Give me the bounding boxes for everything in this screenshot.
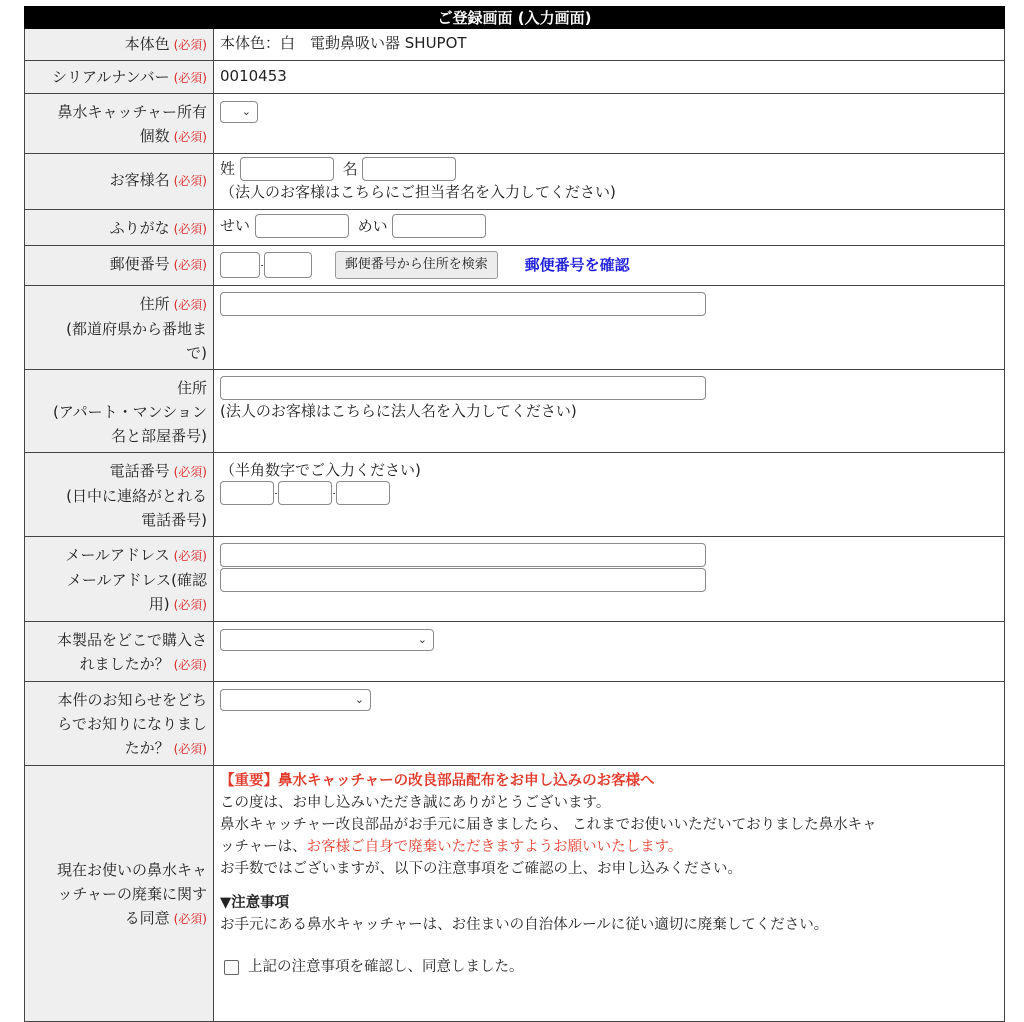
address1-input[interactable] bbox=[220, 292, 706, 316]
serial-value: 0010453 bbox=[214, 61, 1005, 94]
chevron-down-icon: ⌄ bbox=[417, 632, 427, 646]
phone-note: （半角数字でご入力ください) bbox=[220, 461, 421, 479]
form-title: ご登録画面 (入力画面) bbox=[25, 7, 1005, 29]
first-name-input[interactable] bbox=[362, 157, 456, 181]
catcher-count-select[interactable] bbox=[220, 101, 258, 123]
agree-checkbox[interactable] bbox=[224, 960, 239, 975]
serial-label: シリアルナンバー (必須) bbox=[25, 61, 214, 94]
mei-label: 名 bbox=[342, 159, 358, 178]
disposal-paragraph-2: ッチャーは、お客様ご自身で廃棄いただきますようお願いいたします。 bbox=[220, 839, 683, 855]
address2-input[interactable] bbox=[220, 376, 706, 400]
furigana-last-input[interactable] bbox=[255, 214, 349, 238]
furigana-mei-label: めい bbox=[357, 216, 388, 235]
body-color-value: 本体色：白 電動鼻吸い器 SHUPOT bbox=[214, 29, 1005, 61]
disposal-label: 現在お使いの鼻水キャ ッチャーの廃棄に関す る同意 (必須) bbox=[25, 766, 214, 1022]
caution-text: お手元にある鼻水キャッチャーは、お住まいの自治体ルールに従い適切に廃棄してください。 bbox=[220, 917, 829, 933]
phone-last-input[interactable] bbox=[336, 481, 390, 505]
address2-label: 住所 (アパート・マンション 名と部屋番号) bbox=[25, 370, 214, 453]
purchase-select[interactable] bbox=[220, 629, 434, 651]
postal-second-input[interactable] bbox=[264, 252, 312, 278]
postal-label: 郵便番号 (必須) bbox=[25, 246, 214, 286]
furigana-first-input[interactable] bbox=[392, 214, 486, 238]
name-label: お客様名 (必須) bbox=[25, 154, 214, 210]
email-input[interactable] bbox=[220, 543, 706, 567]
email-confirm-input[interactable] bbox=[220, 568, 706, 592]
agree-row[interactable] bbox=[220, 956, 998, 978]
notice-select[interactable] bbox=[220, 689, 371, 711]
phone-area-input[interactable] bbox=[220, 481, 274, 505]
address1-label: 住所 (必須) (都道府県から番地ま で) bbox=[25, 286, 214, 370]
furigana-sei-label: せい bbox=[220, 216, 251, 235]
caution-title: ▼注意事項 bbox=[220, 895, 290, 911]
agree-label: 上記の注意事項を確認し、同意しました。 bbox=[248, 959, 524, 975]
purchase-label: 本製品をどこで購入さ れましたか？ (必須) bbox=[25, 622, 214, 682]
disposal-thanks: この度は、お申し込みいただき誠にありがとうございます。 bbox=[220, 795, 611, 811]
phone-label: 電話番号 (必須) (日中に連絡がとれる 電話番号) bbox=[25, 453, 214, 537]
postal-confirm-link[interactable]: 郵便番号を確認 bbox=[524, 256, 630, 274]
email-label: メールアドレス (必須) メールアドレス(確認 用) (必須) bbox=[25, 537, 214, 622]
furigana-label: ふりがな (必須) bbox=[25, 210, 214, 246]
disposal-paragraph-3: お手数ではございますが、以下の注意事項をご確認の上、お申し込みください。 bbox=[220, 861, 742, 877]
postal-first-input[interactable] bbox=[220, 252, 260, 278]
postal-search-button[interactable]: 郵便番号から住所を検索 bbox=[335, 251, 498, 279]
chevron-down-icon: ⌄ bbox=[241, 104, 251, 118]
disposal-heading: 【重要】鼻水キャッチャーの改良部品配布をお申し込みのお客様へ bbox=[220, 773, 655, 789]
notice-label: 本件のお知らせをどち らでお知りになりまし たか？ (必須) bbox=[25, 682, 214, 766]
phone-middle-input[interactable] bbox=[278, 481, 332, 505]
body-color-label: 本体色 (必須) bbox=[25, 29, 214, 61]
last-name-input[interactable] bbox=[240, 157, 334, 181]
chevron-down-icon: ⌄ bbox=[354, 692, 364, 706]
catcher-count-label: 鼻水キャッチャー所有 個数 (必須) bbox=[25, 94, 214, 154]
registration-form bbox=[24, 6, 1005, 1022]
disposal-paragraph-1: 鼻水キャッチャー改良部品がお手元に届きましたら、 これまでお使いいただいておりました鼻水キャ bbox=[220, 817, 877, 833]
name-note: （法人のお客様はこちらにご担当者名を入力してください) bbox=[220, 183, 616, 201]
address2-note: (法人のお客様はこちらに法人名を入力してください) bbox=[220, 402, 577, 420]
sei-label: 姓 bbox=[220, 159, 236, 178]
